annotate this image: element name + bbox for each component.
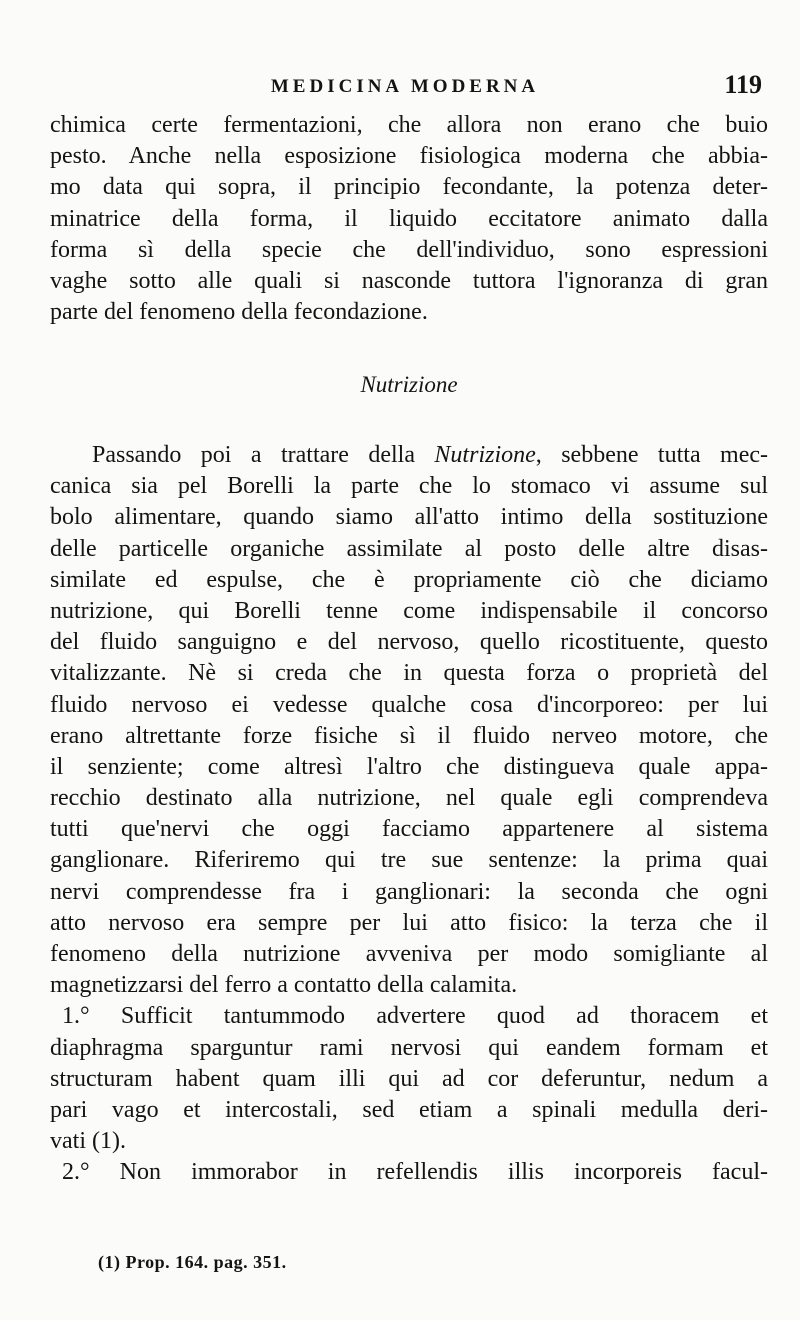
text-line: structuram habent quam illi qui ad cor deferuntur, nedum a	[50, 1065, 768, 1092]
text-line: recchio destinato alla nutrizione, nel quale egli comprendeva	[50, 785, 768, 812]
paragraph-nutrizione	[50, 440, 768, 1189]
text-line: tutti que'nervi che oggi facciamo appartenere al sistema	[50, 816, 768, 843]
text-line: diaphragma sparguntur rami nervosi qui eandem formam et	[50, 1034, 768, 1061]
text-line: fluido nervoso ei vedesse qualche cosa d'incorporeo: per lui	[50, 691, 768, 718]
text-line: magnetizzarsi del ferro a contatto della calamita.	[50, 972, 518, 999]
running-head	[40, 70, 770, 106]
text-line	[50, 440, 768, 471]
text-line: il senziente; come altresì l'altro che distingueva quale appa-	[50, 753, 768, 780]
text-line: atto nervoso era sempre per lui atto fisico: la terza che il	[50, 909, 768, 936]
text-line: 2.° Non immorabor in refellendis illis incorporeis facul-	[62, 1159, 768, 1186]
text-line: forma sì della specie che dell'individuo, sono espressioni	[50, 236, 768, 263]
text-fragment: Passando poi a trattare della	[92, 442, 435, 468]
text-line: ganglionare. Riferiremo qui tre sue sentenze: la prima quai	[50, 847, 768, 874]
text-line: delle particelle organiche assimilate al posto delle altre disas-	[50, 535, 768, 562]
page-number: 119	[724, 70, 762, 99]
text-line: chimica certe fermentazioni, che allora non erano che buio	[50, 112, 768, 138]
text-line: pari vago et intercostali, sed etiam a spinali medulla deri-	[50, 1096, 768, 1123]
text-fragment: , sebbene tutta mec-	[535, 442, 768, 468]
text-line: vitalizzante. Nè si creda che in questa forza o proprietà del	[50, 660, 768, 687]
text-line: pesto. Anche nella esposizione fisiologica moderna che abbia-	[50, 143, 768, 170]
footnote: (1) Prop. 164. pag. 351.	[98, 1252, 287, 1272]
text-line: erano altrettante forze fisiche sì il fluido nerveo motore, che	[50, 722, 768, 749]
text-line: mo data qui sopra, il principio fecondante, la potenza deter-	[50, 174, 768, 201]
text-line: vaghe sotto alle quali si nasconde tuttora l'ignoranza di gran	[50, 267, 768, 294]
running-head-title: MEDICINA MODERNA	[270, 76, 540, 97]
text-line: parte del fenomeno della fecondazione.	[50, 299, 428, 326]
italic-term: Nutrizione	[434, 442, 536, 468]
text-line: del fluido sanguigno e del nervoso, quello ricostituente, questo	[50, 629, 768, 656]
text-line: minatrice della forma, il liquido eccitatore animato dalla	[50, 205, 768, 232]
text-line: fenomeno della nutrizione avveniva per modo somigliante al	[50, 941, 768, 967]
text-line: bolo alimentare, quando siamo all'atto intimo della sostituzione	[50, 504, 768, 531]
text-line: canica sia pel Borelli la parte che lo stomaco vi assume sul	[50, 473, 768, 500]
section-heading: Nutrizione	[360, 372, 458, 397]
text-line: nutrizione, qui Borelli tenne come indispensabile il concorso	[50, 597, 768, 624]
text-line: nervi comprendesse fra i ganglionari: la seconda che ogni	[50, 878, 768, 905]
text-line: similate ed espulse, che è propriamente ciò che diciamo	[50, 566, 768, 593]
text-line: vati (1).	[50, 1128, 126, 1155]
paragraph-fecondazione	[50, 110, 768, 328]
text-line: 1.° Sufficit tantummodo advertere quod ad thoracem et	[62, 1003, 768, 1030]
